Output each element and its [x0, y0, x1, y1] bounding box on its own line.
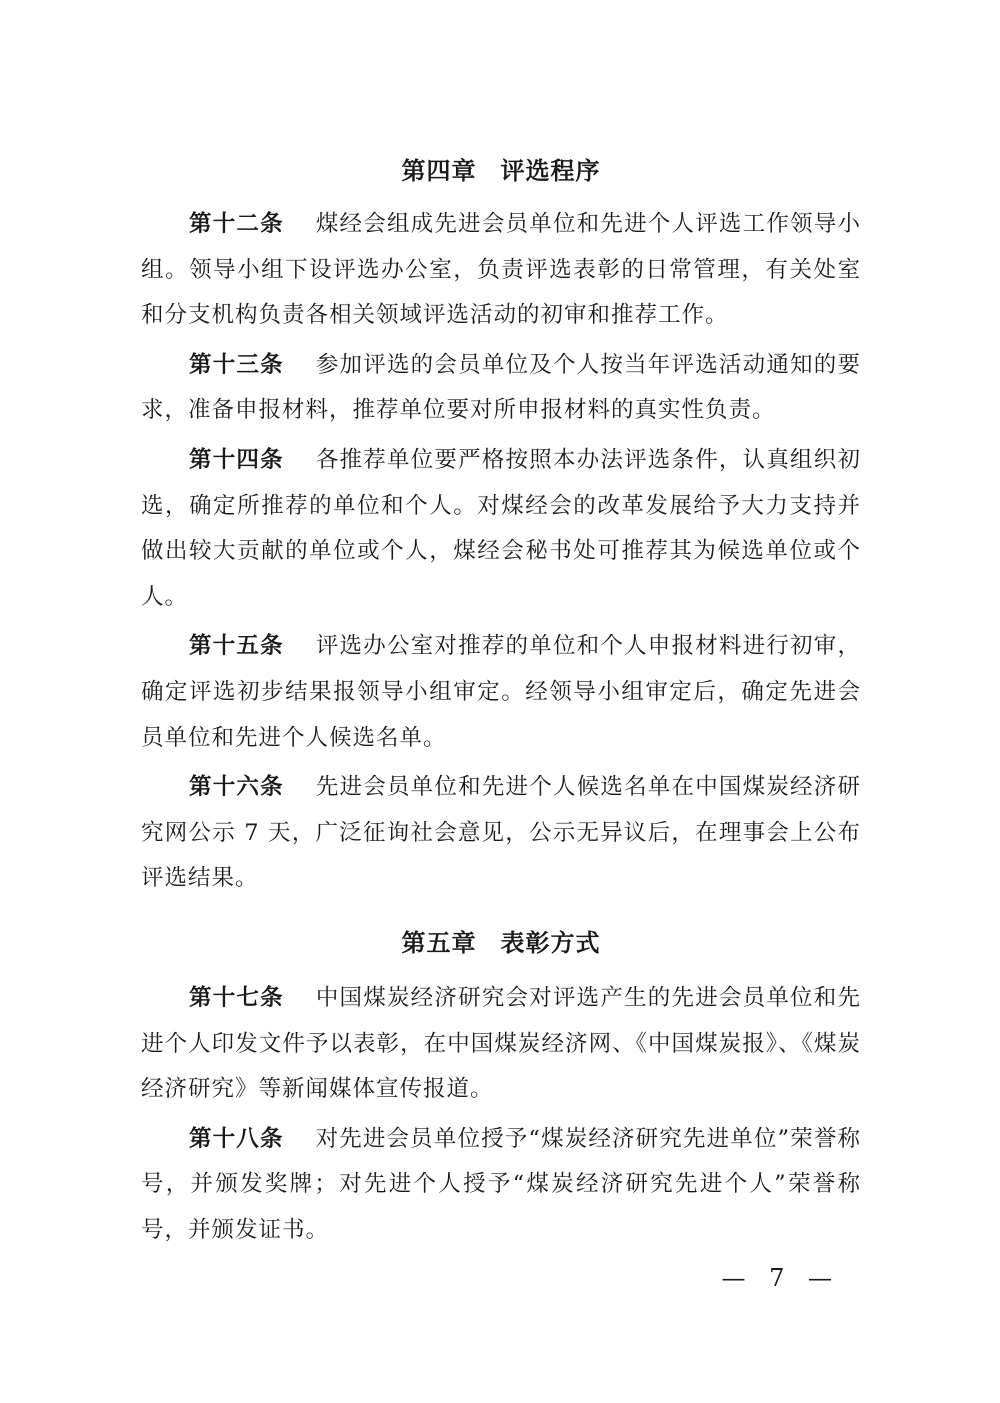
article-text: 各推荐单位要严格按照本办法评选条件，认真组织初选，确定所推荐的单位和个人。对煤经会的改革发展给予大力支持并做出较大贡献的单位或个人，煤经会秘书处可推荐其为候选单位或个人。 — [141, 446, 861, 610]
chapter-number: 第五章 — [401, 928, 477, 957]
article-text: 评选办公室对推荐的单位和个人申报材料进行初审，确定评选初步结果报领导小组审定。经领导小组审定后，确定先进会员单位和先进个人候选名单。 — [141, 633, 861, 751]
article-number: 第十七条 — [189, 984, 284, 1011]
chapter-heading — [141, 920, 861, 966]
article-paragraph — [141, 202, 861, 339]
article-number: 第十八条 — [189, 1125, 284, 1152]
article-paragraph — [141, 343, 861, 434]
article-text: 对先进会员单位授予“煤炭经济研究先进单位”荣誉称号，并颁发奖牌；对先进个人授予“煤炭经济研究先进个人”荣誉称号，并颁发证书。 — [141, 1125, 861, 1243]
article-text: 参加评选的会员单位及个人按当年评选活动通知的要求，准备申报材料，推荐单位要对所申报材料的真实性负责。 — [141, 351, 861, 424]
article-text: 中国煤炭经济研究会对评选产生的先进会员单位和先进个人印发文件予以表彰，在中国煤炭经济网、《中国煤炭报》、《煤炭经济研究》等新闻媒体宣传报道。 — [141, 984, 861, 1103]
article-paragraph — [141, 1117, 861, 1254]
chapter-name: 表彰方式 — [500, 928, 601, 957]
chapter-number: 第四章 — [401, 157, 477, 185]
article-number: 第十二条 — [189, 211, 284, 237]
article-number: 第十五条 — [189, 633, 284, 660]
article-paragraph — [141, 624, 861, 761]
article-text: 先进会员单位和先进个人候选名单在中国煤炭经济研究网公示 7 天，广泛征询社会意见，公示无异议后，在理事会上公布评选结果。 — [141, 774, 861, 892]
page-content — [141, 148, 861, 1257]
article-paragraph — [141, 765, 861, 902]
article-paragraph — [141, 976, 861, 1113]
article-number: 第十三条 — [189, 351, 284, 378]
article-paragraph — [141, 438, 861, 620]
chapter-name: 评选程序 — [500, 157, 601, 185]
article-text: 煤经会组成先进会员单位和先进个人评选工作领导小组。领导小组下设评选办公室，负责评选表彰的日常管理，有关处室和分支机构负责各相关领域评选活动的初审和推荐工作。 — [141, 211, 861, 329]
page-number: — 7 — — [721, 1264, 840, 1292]
article-number: 第十六条 — [189, 774, 284, 801]
article-number: 第十四条 — [189, 446, 284, 473]
chapter-heading — [141, 148, 861, 194]
